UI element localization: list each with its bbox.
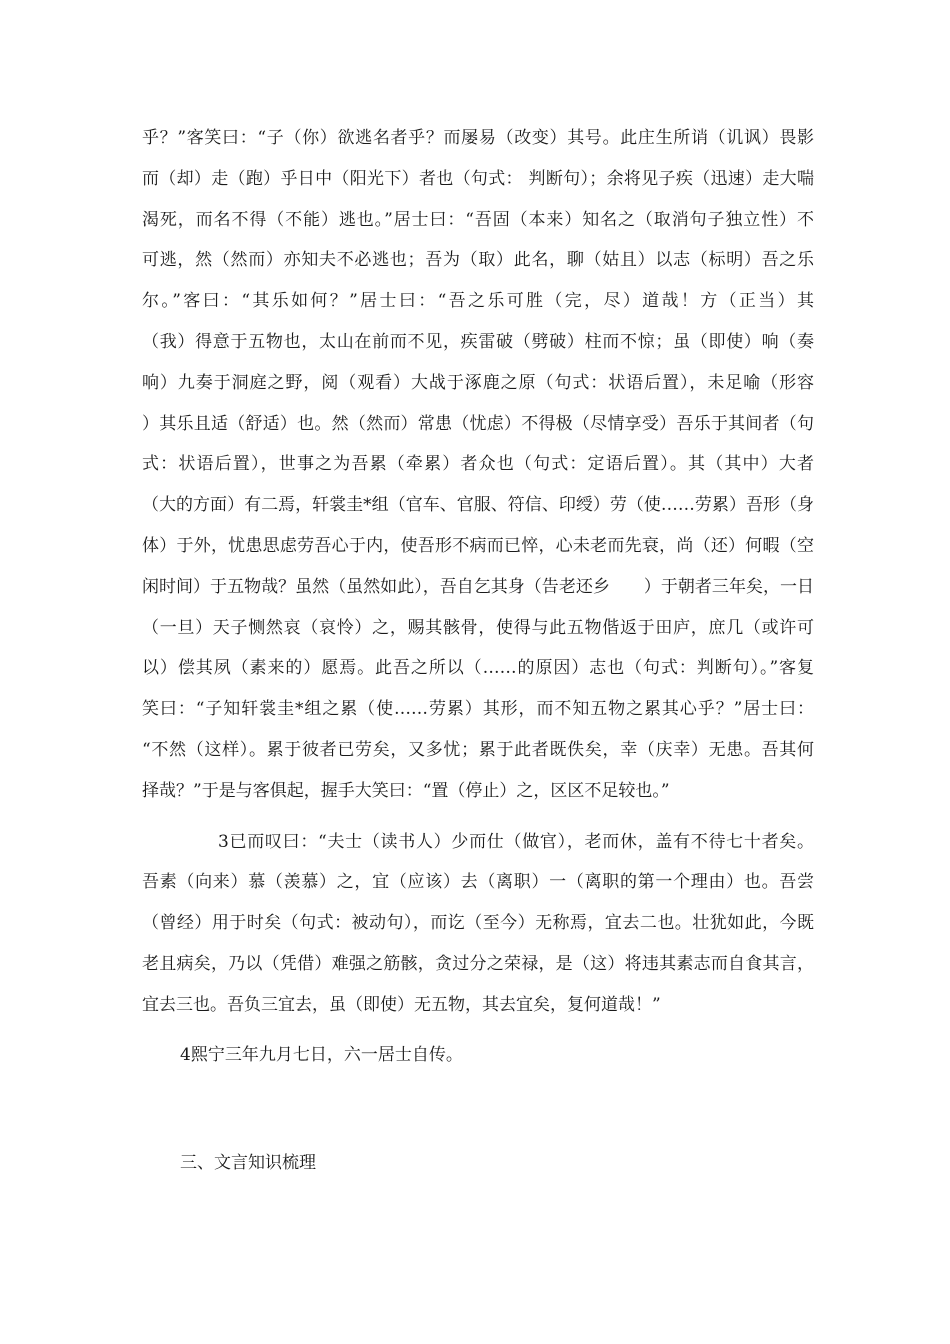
section-heading: 三、文言知识梳理 xyxy=(180,1153,316,1173)
text-line: 吾素（向来）慕（羡慕）之，宜（应该）去（离职）一（离职的第一个理由）也。吾尝 xyxy=(142,872,814,893)
text-line: 尔。”客曰：“其乐如何？”居士曰：“吾之乐可胜（完，尽）道哉！方（正当）其 xyxy=(142,291,814,312)
paragraph-3 xyxy=(142,822,814,1026)
text-line: 笑曰：“子知轩裳圭*组之累（使……劳累）其形，而不知五物之累其心乎？”居士曰： xyxy=(142,699,814,720)
text-line: 以）偿其夙（素来的）愿焉。此吾之所以（……的原因）志也（句式：判断句）。”客复 xyxy=(142,658,814,679)
text-line: （我）得意于五物也，太山在前而不见，疾雷破（劈破）柱而不惊；虽（即使）响（奏 xyxy=(142,331,814,352)
text-line: “不然（这样）。累于彼者已劳矣，又多忧；累于此者既佚矣，幸（庆幸）无患。吾其何 xyxy=(142,739,814,760)
text-line: 闲时间）于五物哉？虽然（虽然如此），吾自乞其身（告老还乡 ）于朝者三年矣，一日 xyxy=(142,576,814,597)
text-line: （大的方面）有二焉，轩裳圭*组（官车、官服、符信、印绶）劳（使……劳累）吾形（身 xyxy=(142,495,814,516)
text-line: 乎？”客笑曰：“子（你）欲逃名者乎？而屡易（改变）其号。此庄生所诮（讥讽）畏影 xyxy=(142,128,814,148)
text-line: 择哉？”于是与客俱起，握手大笑曰：“置（停止）之，区区不足较也。” xyxy=(142,780,670,801)
text-line: ）其乐且适（舒适）也。然（然而）常患（忧虑）不得极（尽情享受）吾乐于其间者（句 xyxy=(142,413,814,434)
text-line: 而（却）走（跑）乎日中（阳光下）者也（句式： 判断句）；余将见子疾（迅速）走大喘 xyxy=(142,168,814,189)
passage-body xyxy=(142,118,814,1026)
paragraph-spacer xyxy=(142,812,814,822)
text-line: 渴死，而名不得（不能）逃也。”居士曰：“吾固（本来）知名之（取消句子独立性）不 xyxy=(142,209,814,230)
text-line: 式：状语后置），世事之为吾累（牵累）者众也（句式：定语后置）。其（其中）大者 xyxy=(142,454,814,475)
text-line: （曾经）用于时矣（句式：被动句），而讫（至今）无称焉，宜去二也。壮犹如此，今既 xyxy=(142,913,814,934)
text-line: 体）于外，忧患思虑劳吾心于内，使吾形不病而已悴，心未老而先衰，尚（还）何暇（空 xyxy=(142,535,814,556)
text-line: 响）九奏于洞庭之野，阅（观看）大战于涿鹿之原（句式：状语后置），未足喻（形容 xyxy=(142,372,814,393)
closing-line: 4熙宁三年九月七日，六一居士自传。 xyxy=(180,1045,463,1065)
text-line: 宜去三也。吾负三宜去，虽（即使）无五物，其去宜矣，复何道哉！” xyxy=(142,994,661,1015)
text-line: 可逃，然（然而）亦知夫不必逃也；吾为（取）此名，聊（姑且）以志（标明）吾之乐 xyxy=(142,250,814,271)
text-line: 3已而叹曰：“夫士（读书人）少而仕（做官），老而休，盖有不待七十者矣。 xyxy=(218,831,814,852)
paragraph-2 xyxy=(142,118,814,812)
text-line: 老且病矣，乃以（凭借）难强之筋骸，贪过分之荣禄，是（这）将违其素志而自食其言， xyxy=(142,953,814,974)
text-line: （一旦）天子恻然哀（哀怜）之，赐其骸骨，使得与此五物偕返于田庐，庶几（或许可 xyxy=(142,617,814,638)
